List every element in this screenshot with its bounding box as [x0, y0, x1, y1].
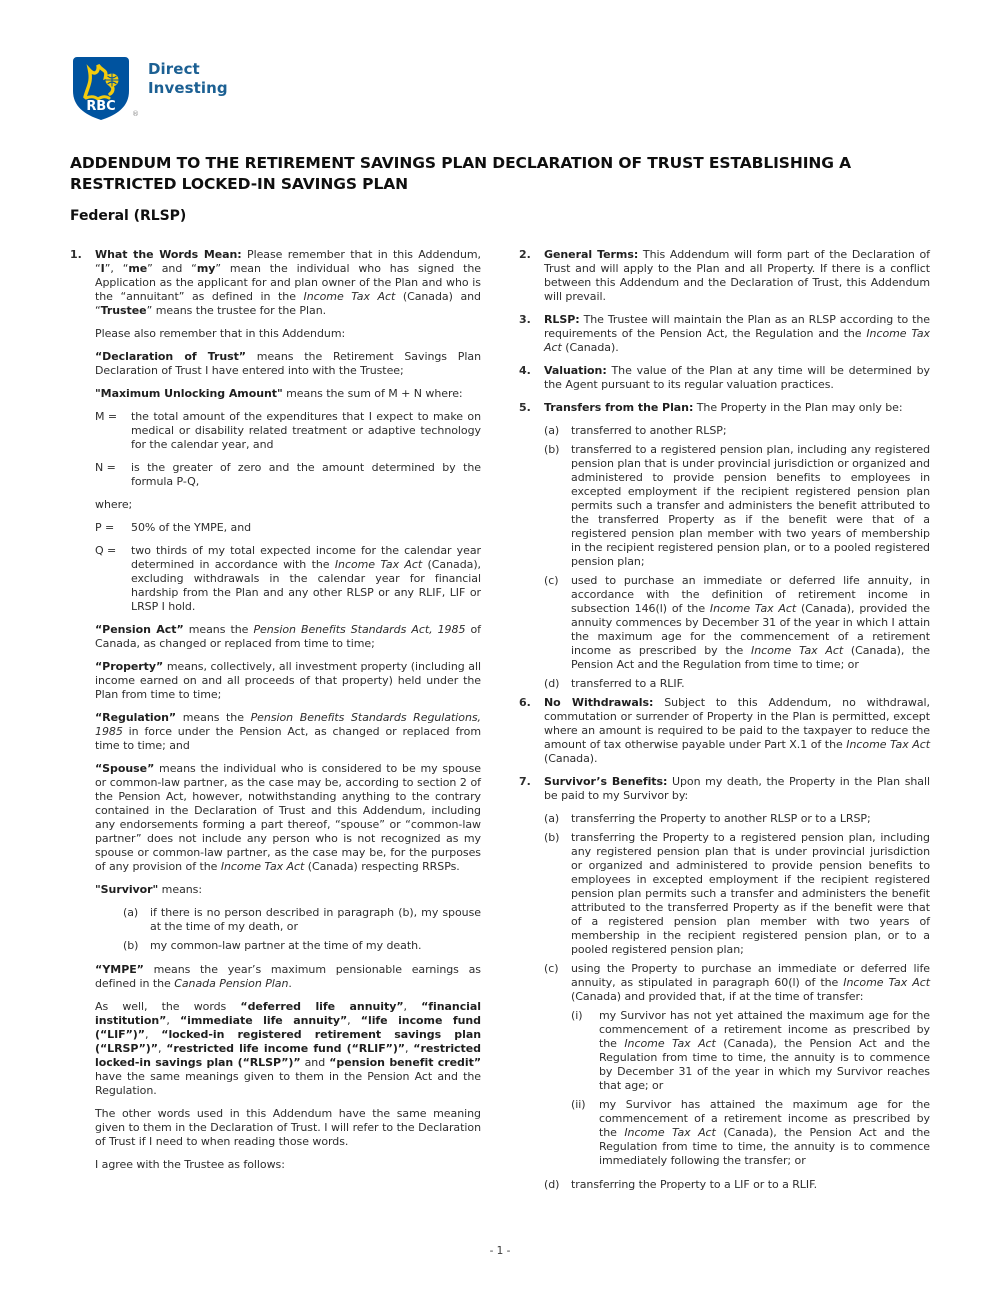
numbered-clause — [519, 248, 930, 304]
list-marker: (a) — [544, 812, 560, 825]
definition-term: N = — [95, 461, 116, 474]
numbered-clause — [519, 775, 930, 803]
right-column — [519, 248, 930, 1197]
list-item-text: transferring the Property to a LIF or to a RLIF. — [571, 1178, 818, 1191]
list-item-text: transferred to another RLSP; — [571, 424, 727, 437]
rbc-logo-text: RBC — [86, 99, 116, 114]
document-subtitle: Federal (RLSP) — [70, 208, 187, 224]
document-body — [70, 248, 930, 1197]
definition-row — [95, 544, 481, 614]
list-item — [123, 939, 481, 953]
brand-wordmark — [148, 55, 228, 98]
list-item — [544, 831, 930, 957]
paragraph: where; — [95, 498, 133, 511]
clause-text: General Terms: This Addendum will form part of the Declaration of Trust and will apply to the Plan and all Property. If there is a conflict between this Addendum and the Declaration of Trust, this Addendum will prevail. — [544, 248, 930, 303]
list-item — [544, 443, 930, 569]
list-item — [544, 677, 930, 691]
list-item — [571, 1009, 930, 1093]
paragraph: “Property” means, collectively, all investment property (including all income earned on and all proceeds of that property) held under the Plan from time to time; — [95, 660, 481, 701]
list-marker: (ii) — [571, 1098, 586, 1111]
clause-text: Valuation: The value of the Plan at any time will be determined by the Agent pursuant to its regular valuation practices. — [544, 364, 930, 391]
paragraph: I agree with the Trustee as follows: — [95, 1158, 285, 1171]
paragraph: “YMPE” means the year’s maximum pensionable earnings as defined in the Canada Pension Plan. — [95, 963, 481, 990]
list-marker: (i) — [571, 1009, 583, 1022]
definition-text: two thirds of my total expected income for the calendar year determined in accordance with the Income Tax Act (Canada), excluding withdrawals in the calendar year for financial hardship from the Plan and any other RLSP or any RLIF, LIF or LRSP I hold. — [131, 544, 482, 613]
definition-row — [95, 410, 481, 452]
list-marker: (b) — [544, 831, 560, 844]
list-item — [544, 424, 930, 438]
list-item-text: transferred to a RLIF. — [571, 677, 685, 690]
clause-number: 3. — [519, 313, 531, 326]
definition-text: 50% of the YMPE, and — [131, 521, 252, 534]
paragraph: “Spouse” means the individual who is considered to be my spouse or common-law partner, as the case may be, according to section 2 of the Pension Act, however, notwithstanding anything to the contrary contained in the Declaration of Trust and this Addendum, including any endorsements forming a part thereof, “spouse” or “common-law partner” does not include any person who is not recognized as my spouse or common-law partner, as the case may be, for the purposes of any provision of the Income Tax Act (Canada) respecting RRSPs. — [95, 762, 481, 873]
list-item-text: my common-law partner at the time of my death. — [150, 939, 422, 952]
paragraph: “Pension Act” means the Pension Benefits Standards Act, 1985 of Canada, as changed or replaced from time to time; — [95, 623, 481, 650]
list-item — [544, 812, 930, 826]
rbc-shield-icon — [70, 55, 132, 123]
list-item — [571, 1098, 930, 1168]
numbered-clause — [519, 313, 930, 355]
list-item — [544, 962, 930, 1004]
registered-trademark-symbol: ® — [132, 110, 139, 118]
clause-number: 6. — [519, 696, 531, 709]
definition-text: is the greater of zero and the amount determined by the formula P-Q, — [131, 461, 481, 488]
list-item — [544, 574, 930, 672]
list-item-text: transferring the Property to another RLSP or to a LRSP; — [571, 812, 871, 825]
list-marker: (d) — [544, 677, 560, 690]
document-title-line2: RESTRICTED LOCKED-IN SAVINGS PLAN — [70, 175, 408, 193]
paragraph: The other words used in this Addendum have the same meaning given to them in the Declaration of Trust. I will refer to the Declaration of Trust if I need to when reading those words. — [95, 1107, 481, 1148]
brand-wordmark-line2: Investing — [148, 79, 228, 97]
list-item-text: transferred to a registered pension plan, including any registered pension plan that is under provincial jurisdiction or organized and administered to provide pension benefits to employees in excepted employment if the recipient registered pension plan permits such a transfer and administers the benefit attributed to the transferred Property as if the benefit were that of a registered pension plan member with two years of membership in the recipient registered pension plan, or to a pooled registered pension plan; — [571, 443, 930, 568]
left-column — [70, 248, 481, 1197]
list-item-text: used to purchase an immediate or deferred life annuity, in accordance with the definition of retirement income in subsection 146(l) of the Income Tax Act (Canada), provided the annuity commences by December 31 of the year in which I attain the maximum age for the commencement of a retirement income as prescribed by the Income Tax Act (Canada), the Pension Act and the Regulation from time to time; or — [571, 574, 930, 671]
list-marker: (a) — [544, 424, 560, 437]
page-number: - 1 - — [489, 1245, 511, 1257]
list-item — [544, 1178, 930, 1192]
list-item-text: my Survivor has attained the maximum age for the commencement of a retirement income as prescribed by the Income Tax Act (Canada), the Pension Act and the Regulation from time to time, the annuity is to commence immediately following the transfer; or — [599, 1098, 930, 1167]
clause-text: Survivor’s Benefits: Upon my death, the Property in the Plan shall be paid to my Survivor by: — [544, 775, 931, 802]
list-marker: (c) — [544, 574, 559, 587]
definition-row — [95, 461, 481, 489]
paragraph: As well, the words “deferred life annuity”, “financial institution”, “immediate life annuity”, “life income fund (“LIF”)”, “locked-in registered retirement savings plan (“LRSP”)”, “restricted life income fund (“RLIF”)”, “restricted locked-in savings plan (“RLSP”)” and “pension benefit credit” have the same meanings given to them in the Pension Act and the Regulation. — [95, 1000, 481, 1097]
page-footer — [0, 1244, 1000, 1258]
numbered-clause — [519, 364, 930, 392]
list-item-text: my Survivor has not yet attained the maximum age for the commencement of a retirement income as prescribed by the Income Tax Act (Canada), the Pension Act and the Regulation from time to time, the annuity is to commence by December 31 of the year in which my Survivor reaches that age; or — [599, 1009, 930, 1092]
clause-text: What the Words Mean: Please remember that in this Addendum, “I”, “me” and “my” mean the individual who has signed the Application as the applicant for and plan owner of the Plan and who is the “annuitant” as defined in the Income Tax Act (Canada) and “Trustee” means the trustee for the Plan. — [95, 248, 482, 317]
list-item-text: using the Property to purchase an immediate or deferred life annuity, as stipulated in paragraph 60(l) of the Income Tax Act (Canada) and provided that, if at the time of transfer: — [571, 962, 930, 1003]
clause-number: 1. — [70, 248, 82, 261]
definition-term: M = — [95, 410, 118, 423]
clause-text: No Withdrawals: Subject to this Addendum, no withdrawal, commutation or surrender of Property in the Plan is permitted, except where an amount is required to be paid to the taxpayer to reduce the amount of tax otherwise payable under Part X.1 of the Income Tax Act (Canada). — [544, 696, 930, 765]
numbered-clause — [519, 696, 930, 766]
list-item — [123, 906, 481, 934]
clause-number: 4. — [519, 364, 531, 377]
paragraph: "Survivor" means: — [95, 883, 203, 896]
definition-term: Q = — [95, 544, 117, 557]
document-title — [70, 153, 930, 195]
brand-header — [70, 55, 930, 127]
brand-wordmark-line1: Direct — [148, 60, 200, 78]
list-marker: (a) — [123, 906, 139, 919]
paragraph: Please also remember that in this Addendum: — [95, 327, 346, 340]
list-item-text: transferring the Property to a registered pension plan, including any registered pension plan that is under provincial jurisdiction or organized and administered to provide pension benefits to employees in excepted employment if the recipient registered pension plan permits such a transfer and administers the benefit attributed to the transferred Property as if the benefit were that of a registered pension plan member with two years of membership in the recipient registered pension plan, or to a pooled registered pension plan; — [571, 831, 930, 956]
numbered-clause — [519, 401, 930, 415]
definition-text: the total amount of the expenditures that I expect to make on medical or disability related treatment or adaptive technology for the calendar year, and — [131, 410, 481, 451]
list-marker: (b) — [123, 939, 139, 952]
clause-text: Transfers from the Plan: The Property in the Plan may only be: — [544, 401, 903, 414]
list-marker: (c) — [544, 962, 559, 975]
paragraph: “Regulation” means the Pension Benefits Standards Regulations, 1985 in force under the Pension Act, as changed or replaced from time to time; and — [95, 711, 482, 752]
clause-number: 7. — [519, 775, 531, 788]
list-marker: (d) — [544, 1178, 560, 1191]
list-item-text: if there is no person described in paragraph (b), my spouse at the time of my death, or — [150, 906, 481, 933]
list-marker: (b) — [544, 443, 560, 456]
numbered-clause — [70, 248, 481, 318]
clause-text: RLSP: The Trustee will maintain the Plan as an RLSP according to the requirements of the Pension Act, the Regulation and the Income Tax Act (Canada). — [544, 313, 930, 354]
paragraph: “Declaration of Trust” means the Retirement Savings Plan Declaration of Trust I have entered into with the Trustee; — [95, 350, 481, 377]
definition-term: P = — [95, 521, 115, 534]
clause-number: 5. — [519, 401, 531, 414]
rbc-logo — [70, 55, 139, 123]
definition-row — [95, 521, 481, 535]
paragraph: "Maximum Unlocking Amount" means the sum of M + N where: — [95, 387, 463, 400]
clause-number: 2. — [519, 248, 531, 261]
document-title-line1: ADDENDUM TO THE RETIREMENT SAVINGS PLAN DECLARATION OF TRUST ESTABLISHING A — [70, 154, 852, 172]
